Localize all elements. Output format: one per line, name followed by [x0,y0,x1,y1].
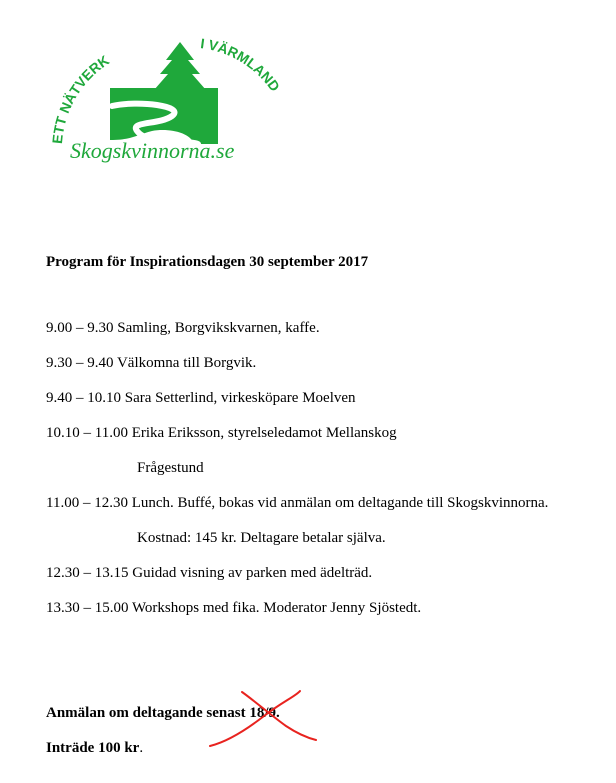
program-item: Frågestund [137,460,204,476]
skogskvinnorna-logo [40,36,290,171]
program-item: 11.00 – 12.30 Lunch. Buffé, bokas vid anmälan om deltagande till Skogskvinnorna. [46,495,549,511]
program-item: 13.30 – 15.00 Workshops med fika. Moderator Jenny Sjöstedt. [46,600,422,616]
entry-fee [46,740,143,757]
program-item: 10.10 – 11.00 Erika Eriksson, styrelseledamot Mellanskog [46,425,397,441]
logo-wordmark: Skogskvinnorna.se [70,138,235,163]
registration-deadline: Anmälan om deltagande senast 18/9. [46,705,280,721]
logo-arc-text-right: I VÄRMLAND [199,36,284,95]
logo-landscape-icon [110,88,218,144]
program-item: 9.40 – 10.10 Sara Setterlind, virkesköpare Moelven [46,390,356,406]
handwritten-cross-mark [206,690,318,752]
entry-fee-suffix: . [139,740,144,756]
document-title: Program för Inspirationsdagen 30 september 2017 [46,254,369,270]
logo-tree-icon [154,42,206,90]
svg-text:ETT NÄTVERK [49,52,112,144]
logo-arc-text-left: ETT NÄTVERK [48,51,112,145]
program-item: 9.30 – 9.40 Välkomna till Borgvik. [46,355,257,371]
svg-text:I VÄRMLAND [200,36,284,94]
program-item: Kostnad: 145 kr. Deltagare betalar själva. [137,530,386,546]
entry-fee-text: Inträde 100 kr [46,740,140,756]
program-item: 12.30 – 13.15 Guidad visning av parken med ädelträd. [46,565,373,581]
program-item: 9.00 – 9.30 Samling, Borgvikskvarnen, kaffe. [46,320,320,336]
